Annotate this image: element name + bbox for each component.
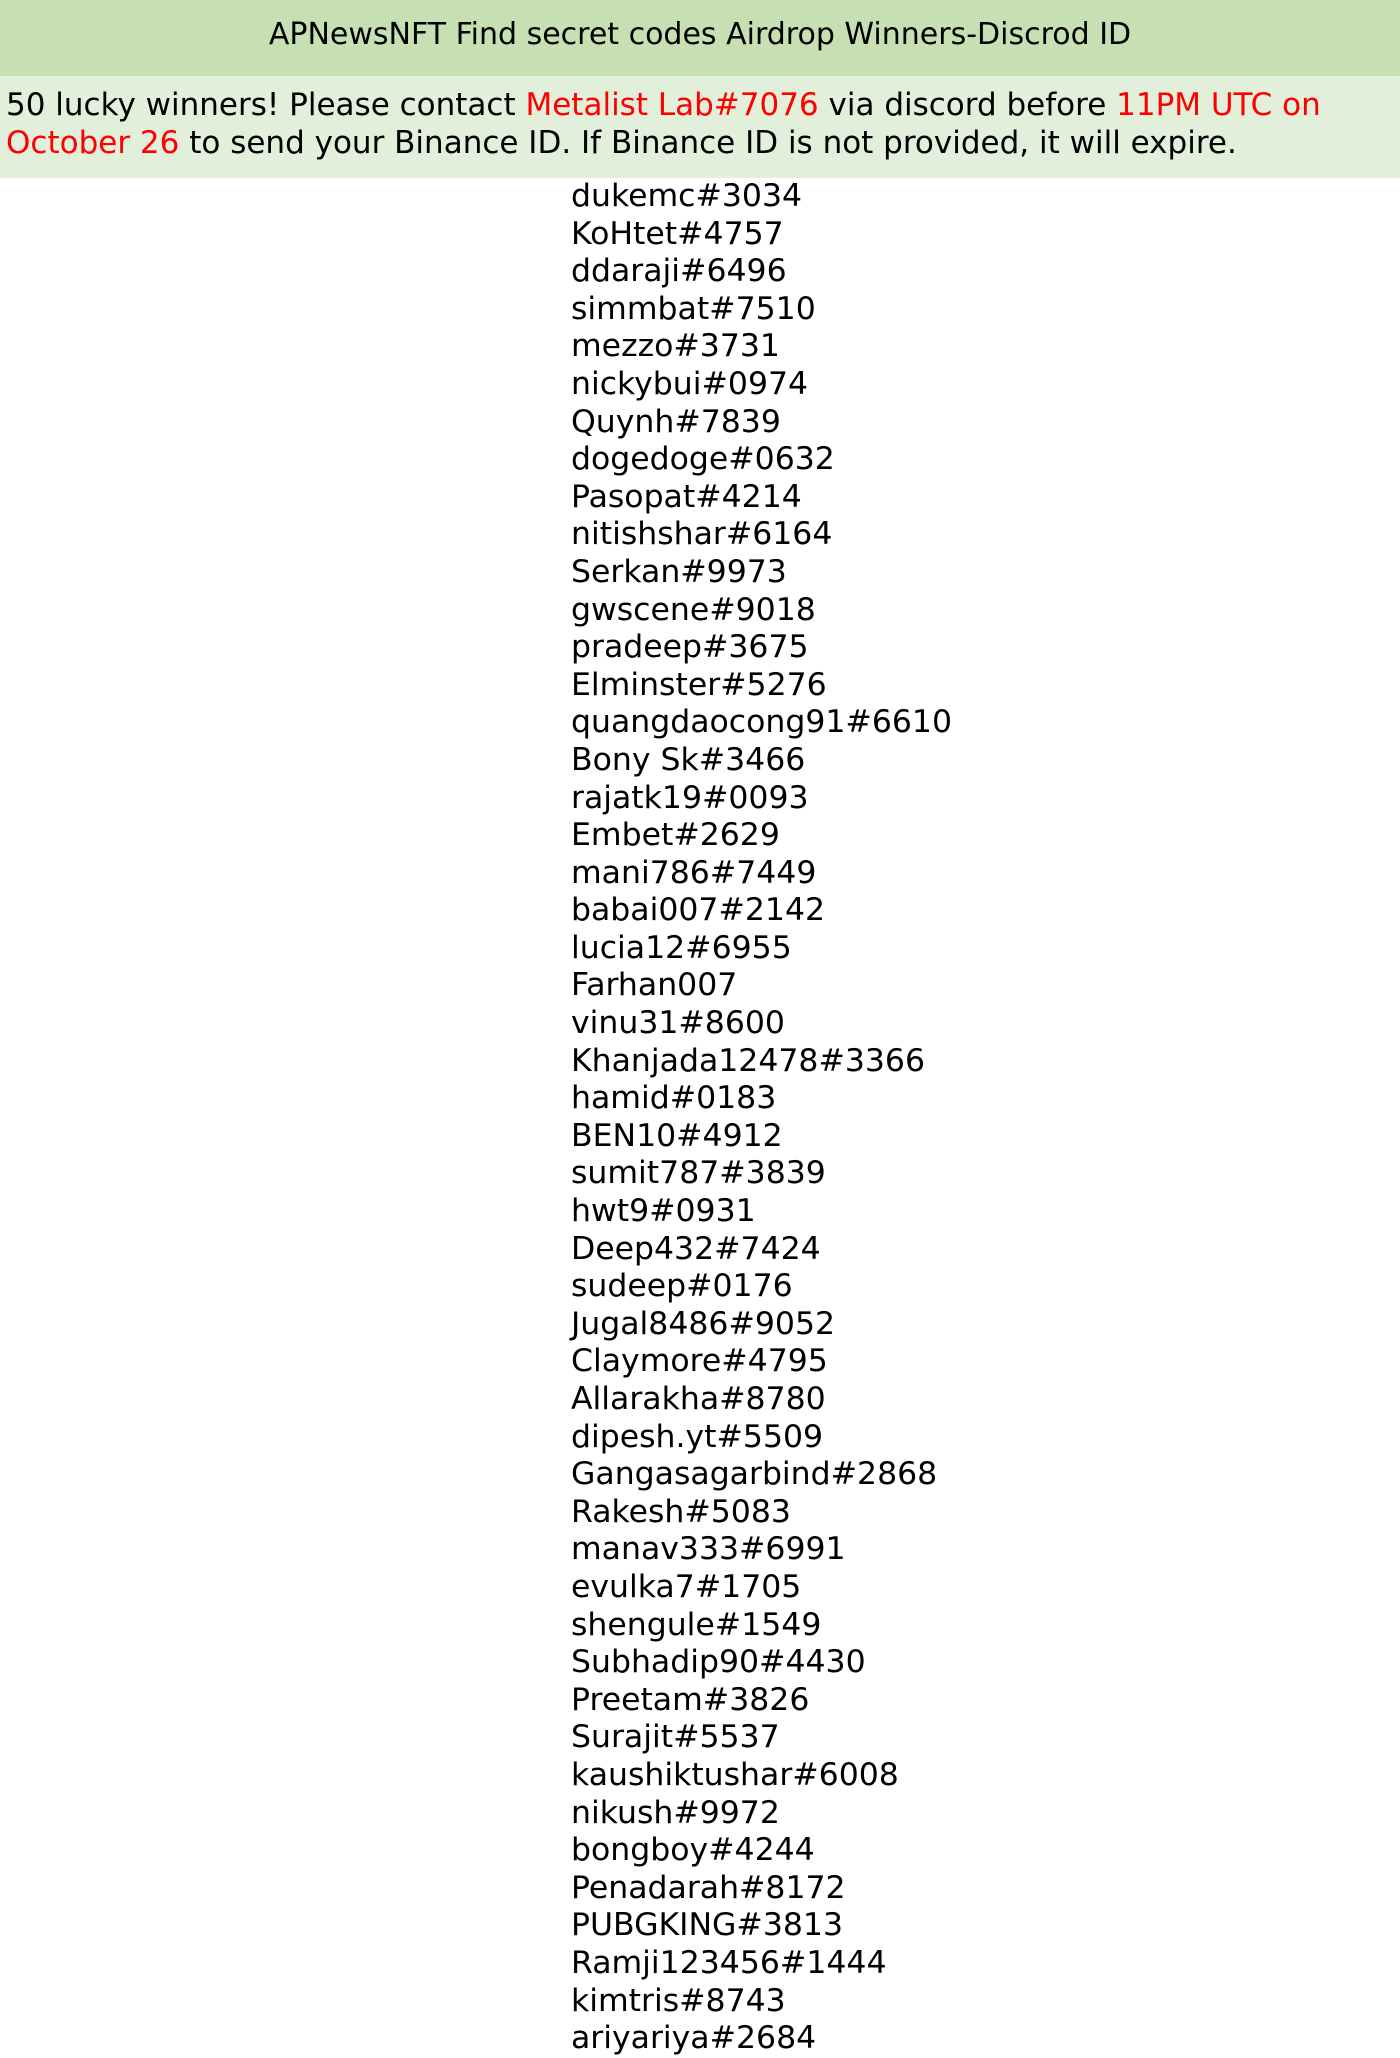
winner-discord-id: hamid#0183 (571, 1080, 777, 1117)
winner-discord-id: manav333#6991 (571, 1531, 846, 1568)
winner-discord-id: Allarakha#8780 (571, 1381, 826, 1417)
winner-notice (0, 76, 1400, 178)
winner-discord-id: Subhadip90#4430 (571, 1644, 866, 1681)
winner-list (0, 178, 1400, 2058)
winner-discord-id: ddaraji#6496 (571, 253, 787, 290)
winner-discord-id: dukemc#3034 (571, 178, 803, 214)
page-title (0, 0, 1400, 76)
deadline-text: 11PM UTC on October 26 (6, 87, 1321, 161)
winner-discord-id: sumit787#3839 (571, 1155, 826, 1192)
winner-discord-id: Bony Sk#3466 (571, 741, 806, 778)
winner-discord-id: Surajit#5537 (571, 1719, 780, 1756)
winner-discord-id: bongboy#4244 (571, 1832, 815, 1869)
notice-text-intro: 50 lucky winners! Please contact (6, 87, 526, 123)
winner-discord-id: shengule#1549 (571, 1606, 822, 1643)
winner-discord-id: BEN10#4912 (571, 1117, 783, 1154)
winner-discord-id: Quynh#7839 (571, 403, 781, 440)
winner-discord-id: Elminster#5276 (571, 666, 827, 703)
winner-discord-id: simmbat#7510 (571, 290, 816, 327)
winner-discord-id: kaushiktushar#6008 (571, 1756, 899, 1793)
winner-discord-id: kimtris#8743 (571, 1982, 786, 2019)
winner-discord-id: hwt9#0931 (571, 1193, 756, 1230)
winner-discord-id: Deep432#7424 (571, 1230, 821, 1267)
winner-discord-id: ariyariya#2684 (571, 2020, 817, 2057)
winner-discord-id: Khanjada12478#3366 (571, 1042, 926, 1079)
winner-discord-id: Pasopat#4214 (571, 478, 802, 515)
winner-discord-id: pradeep#3675 (571, 629, 809, 666)
winner-discord-id: Ramji123456#1444 (571, 1944, 887, 1981)
contact-discord-id: Metalist Lab#7076 (525, 87, 819, 123)
winner-discord-id: lucia12#6955 (571, 929, 792, 966)
winner-discord-id: vinu31#8600 (571, 1005, 785, 1042)
winner-discord-id: babai007#2142 (571, 892, 826, 929)
winner-discord-id: sudeep#0176 (571, 1268, 793, 1305)
winner-discord-id: Farhan007 (571, 967, 738, 1004)
winner-discord-id: gwscene#9018 (571, 591, 816, 628)
winner-discord-id: nickybui#0974 (571, 365, 809, 402)
winner-discord-id: Claymore#4795 (571, 1343, 828, 1380)
winner-discord-id: dipesh.yt#5509 (571, 1418, 824, 1455)
winner-discord-id: KoHtet#4757 (571, 215, 784, 252)
page-title-text: APNewsNFT Find secret codes Airdrop Winners-Discrod ID (268, 17, 1132, 52)
winner-discord-id: Penadarah#8172 (571, 1869, 846, 1906)
winner-discord-id: Rakesh#5083 (571, 1493, 791, 1530)
winner-discord-id: rajatk19#0093 (571, 779, 809, 816)
winner-discord-id: evulka7#1705 (571, 1568, 802, 1605)
winner-discord-id: PUBGKING#3813 (571, 1907, 843, 1944)
winner-discord-id: quangdaocong91#6610 (571, 704, 952, 741)
notice-text-instructions: to send your Binance ID. If Binance ID is not provided, it will expire. (179, 125, 1237, 161)
winner-discord-id: nitishshar#6164 (571, 516, 833, 553)
notice-text-via: via discord before (818, 87, 1117, 123)
winner-discord-id: dogedoge#0632 (571, 441, 835, 478)
winner-discord-id: Embet#2629 (571, 817, 780, 854)
winner-discord-id: Serkan#9973 (571, 553, 787, 590)
winner-discord-id: mani786#7449 (571, 854, 817, 891)
winner-discord-id: nikush#9972 (571, 1794, 780, 1831)
winner-discord-id: Gangasagarbind#2868 (571, 1456, 938, 1493)
winner-discord-id: Preetam#3826 (571, 1681, 810, 1718)
winner-discord-id: mezzo#3731 (571, 328, 780, 365)
winner-discord-id: Jugal8486#9052 (571, 1305, 836, 1342)
